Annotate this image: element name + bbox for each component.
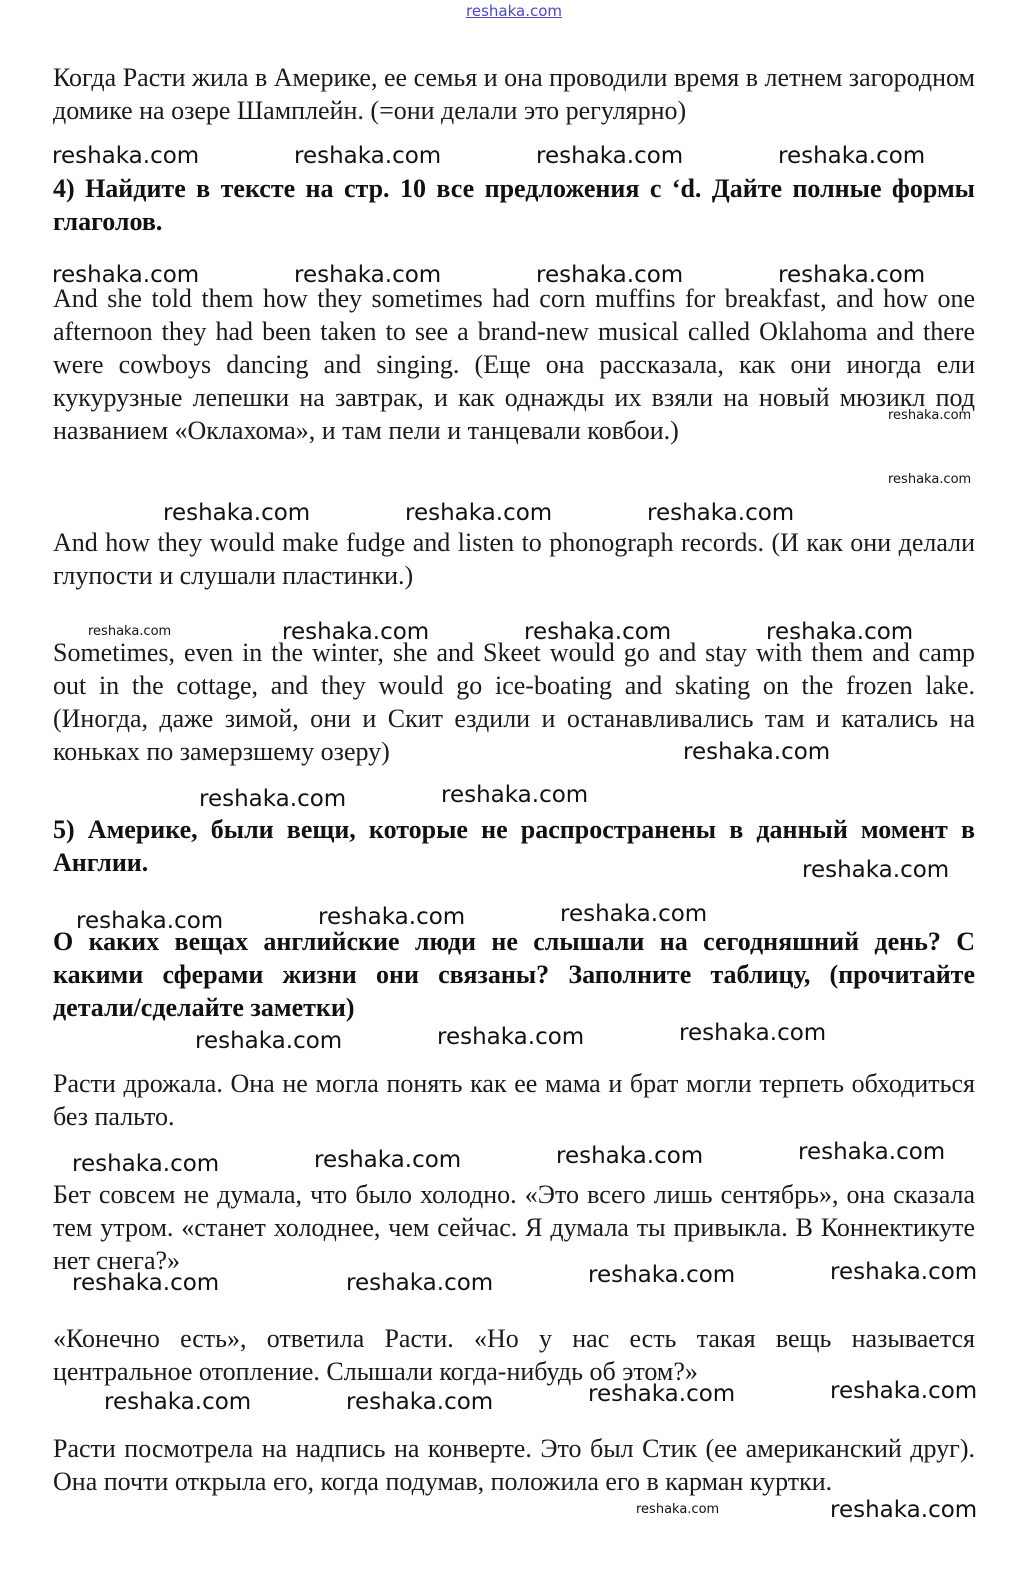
watermark: reshaka.com: [536, 262, 684, 288]
watermark: reshaka.com: [282, 619, 430, 645]
watermark: reshaka.com: [294, 262, 442, 288]
watermark: reshaka.com: [647, 500, 795, 526]
watermark: reshaka.com: [679, 1020, 827, 1046]
paragraph-4: And how they would make fudge and listen to phonograph records. (И как они делали глупости и слушали пластинки.): [53, 528, 975, 590]
watermark: reshaka.com: [72, 1151, 220, 1177]
paragraph-5: Sometimes, even in the winter, she and Skeet would go and stay with them and camp out in the cottage, and they would go ice-boating and skating on the frozen lake. (Иногда, даже зимой, они и Скит ездили и останавливались там и катались на коньках по замерзшему озеру): [53, 638, 975, 766]
watermark: reshaka.com: [52, 143, 200, 169]
watermark: reshaka.com: [560, 901, 708, 927]
paragraph-11: Расти посмотрела на надпись на конверте. Это был Стик (ее американский друг). Она почти открыла его, когда подумав, положила его в карман куртки.: [53, 1434, 975, 1496]
watermark: reshaka.com: [798, 1139, 946, 1165]
watermark: reshaka.com: [888, 472, 972, 487]
paragraph-8: Расти дрожала. Она не могла понять как ее мама и брат могли терпеть обходиться без пальто.: [53, 1069, 975, 1131]
watermark: reshaka.com: [588, 1381, 736, 1407]
task-5-heading: 5) Америке, были вещи, которые не распространены в данный момент в Англии.: [53, 815, 975, 877]
watermark: reshaka.com: [636, 1502, 720, 1517]
task-4-heading: 4) Найдите в тексте на стр. 10 все предложения с ‘d. Дайте полные формы глаголов.: [53, 174, 975, 236]
watermark: reshaka.com: [683, 739, 831, 765]
watermark: reshaka.com: [830, 1259, 978, 1285]
watermark: reshaka.com: [346, 1270, 494, 1296]
watermark: reshaka.com: [318, 904, 466, 930]
watermark: reshaka.com: [437, 1024, 585, 1050]
watermark: reshaka.com: [199, 786, 347, 812]
watermark: reshaka.com: [556, 1143, 704, 1169]
watermark: reshaka.com: [76, 908, 224, 934]
watermark: reshaka.com: [346, 1389, 494, 1415]
watermark: reshaka.com: [802, 857, 950, 883]
watermark: reshaka.com: [766, 619, 914, 645]
watermark: reshaka.com: [888, 408, 972, 423]
watermark: reshaka.com: [88, 624, 172, 639]
watermark: reshaka.com: [536, 143, 684, 169]
watermark: reshaka.com: [163, 500, 311, 526]
paragraph-9: Бет совсем не думала, что было холодно. «Это всего лишь сентябрь», она сказала тем утром. «станет холоднее, чем сейчас. Я думала ты привыкла. В Коннектикуте нет снега?»: [53, 1180, 975, 1275]
watermark: reshaka.com: [588, 1262, 736, 1288]
watermark: reshaka.com: [195, 1028, 343, 1054]
paragraph-3: And she told them how they sometimes had corn muffins for breakfast, and how one afternoon they had been taken to see a brand-new musical called Oklahoma and there were cowboys dancing and singing. (Еще она рассказала, как они иногда ели кукурузные лепешки на завтрак, и как однажды их взяли на новый мюзикл под названием «Оклахома», и там пели и танцевали ковбои.): [53, 284, 975, 445]
paragraph-10: «Конечно есть», ответила Расти. «Но у нас есть такая вещь называется центральное отопление. Слышали когда-нибудь об этом?»: [53, 1324, 975, 1386]
watermark: reshaka.com: [778, 262, 926, 288]
task-5-question: О каких вещах английские люди не слышали на сегодняшний день? С какими сферами жизни они связаны? Заполните таблицу, (прочитайте детали/сделайте заметки): [53, 927, 975, 1022]
watermark: reshaka.com: [405, 500, 553, 526]
watermark: reshaka.com: [778, 143, 926, 169]
watermark: reshaka.com: [830, 1378, 978, 1404]
watermark: reshaka.com: [104, 1389, 252, 1415]
watermark: reshaka.com: [52, 262, 200, 288]
watermark: reshaka.com: [441, 782, 589, 808]
header-site-link[interactable]: reshaka.com: [466, 2, 562, 20]
watermark: reshaka.com: [72, 1270, 220, 1296]
paragraph-1: Когда Расти жила в Америке, ее семья и она проводили время в летнем загородном домике на озере Шамплейн. (=они делали это регулярно): [53, 63, 975, 125]
watermark: reshaka.com: [830, 1497, 978, 1523]
watermark: reshaka.com: [314, 1147, 462, 1173]
watermark: reshaka.com: [294, 143, 442, 169]
watermark: reshaka.com: [524, 619, 672, 645]
